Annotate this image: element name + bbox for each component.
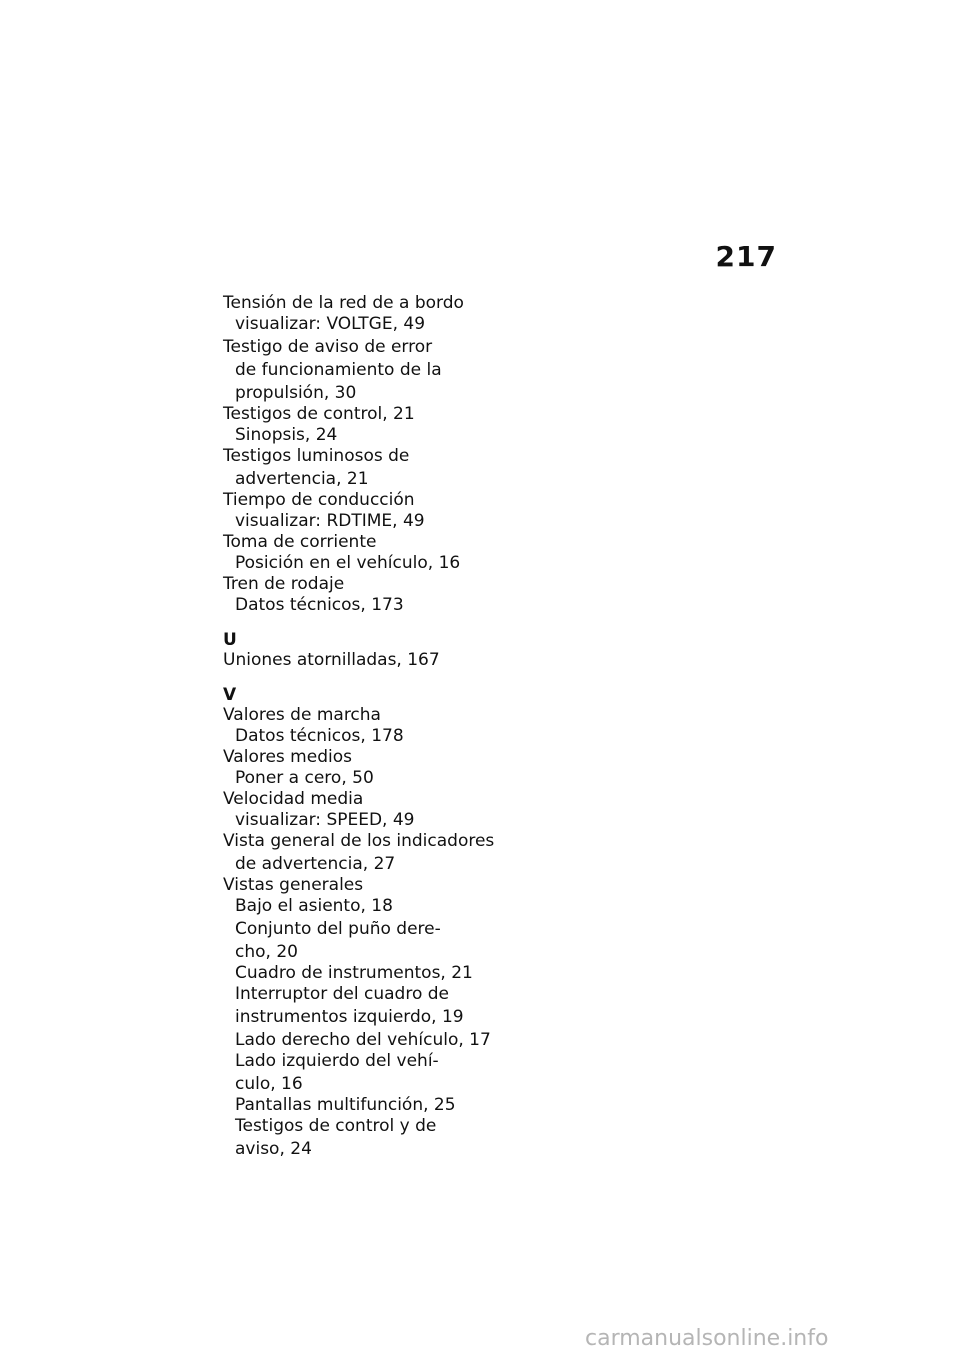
index-entry: Tiempo de conducción (223, 490, 415, 510)
index-entry: Tensión de la red de a bordo (223, 293, 464, 313)
index-entry: Vistas generales (223, 875, 364, 895)
index-subentry: aviso, 24 (235, 1139, 312, 1159)
index-subentry: Testigos de control y de (235, 1116, 437, 1136)
index-subentry: Datos técnicos, 178 (235, 726, 404, 746)
index-column (223, 293, 513, 1160)
index-subentry: de funcionamiento de la (235, 360, 442, 380)
index-subentry: Bajo el asiento, 18 (235, 896, 393, 916)
section-letter: U (223, 630, 237, 650)
index-entry: Velocidad media (223, 789, 364, 809)
index-subentry: Datos técnicos, 173 (235, 595, 404, 615)
index-subentry: Lado derecho del vehículo, 17 (235, 1030, 491, 1050)
index-subentry: Poner a cero, 50 (235, 768, 374, 788)
index-subentry: culo, 16 (235, 1074, 303, 1094)
section-letter: V (223, 685, 237, 705)
index-subentry: visualizar: SPEED, 49 (235, 810, 415, 830)
index-subentry: Conjunto del puño dere- (235, 919, 441, 939)
index-subentry: de advertencia, 27 (235, 854, 396, 874)
index-subentry: visualizar: RDTIME, 49 (235, 511, 425, 531)
index-subentry: cho, 20 (235, 942, 298, 962)
index-entry: Valores de marcha (223, 705, 381, 725)
index-subentry: advertencia, 21 (235, 469, 369, 489)
index-subentry: Lado izquierdo del vehí- (235, 1051, 439, 1071)
index-subentry: propulsión, 30 (235, 383, 357, 403)
index-subentry: Interruptor del cuadro de (235, 984, 449, 1004)
index-subentry: Cuadro de instrumentos, 21 (235, 963, 473, 983)
watermark: carmanualsonline.info (585, 1326, 829, 1351)
index-subentry: Posición en el vehículo, 16 (235, 553, 461, 573)
index-entry: Valores medios (223, 747, 352, 767)
index-entry: Tren de rodaje (223, 574, 345, 594)
index-entry: Toma de corriente (223, 532, 377, 552)
index-subentry: instrumentos izquierdo, 19 (235, 1007, 464, 1027)
index-subentry: Pantallas multifunción, 25 (235, 1095, 456, 1115)
index-entry: Uniones atornilladas, 167 (223, 650, 440, 670)
index-subentry: visualizar: VOLTGE, 49 (235, 314, 426, 334)
page-number: 217 (715, 240, 777, 273)
index-subentry: Sinopsis, 24 (235, 425, 338, 445)
index-entry: Testigos de control, 21 (223, 404, 415, 424)
index-entry: Testigo de aviso de error (223, 337, 433, 357)
index-entry: Vista general de los indicadores (223, 831, 495, 851)
index-entry: Testigos luminosos de (223, 446, 410, 466)
